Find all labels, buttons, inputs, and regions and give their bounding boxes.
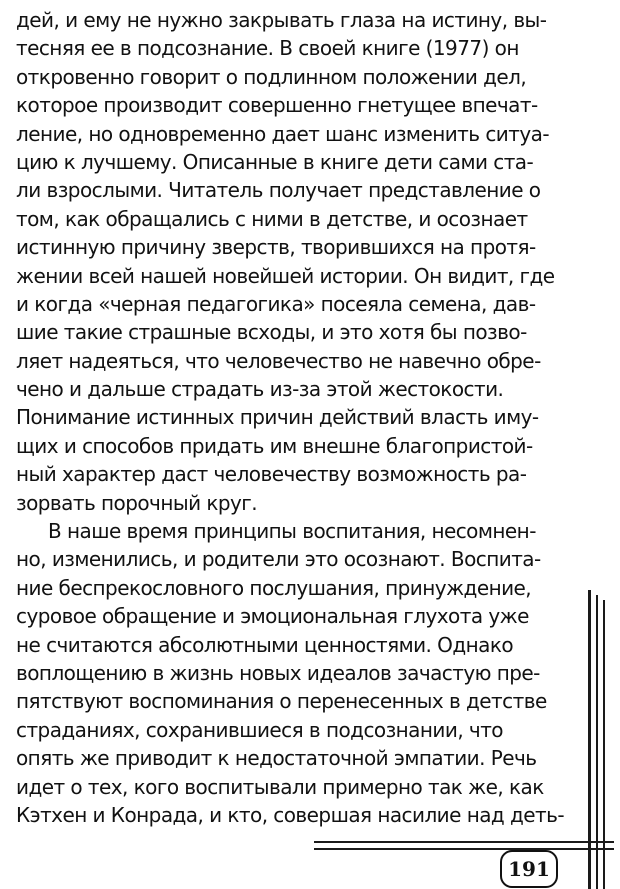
text-line: зорвать порочный круг. xyxy=(16,490,258,515)
text-line: дей, и ему не нужно закрывать глаза на истину, вы- xyxy=(16,8,547,32)
text-line: но, изменились, и родители это осознают. Воспита- xyxy=(16,547,541,572)
text-line: суровое обращение и эмоциональная глухота уже xyxy=(16,604,529,629)
footer-rule-top xyxy=(314,841,614,843)
text-line: ление, но одновременно дает шанс изменить ситуа- xyxy=(16,121,549,146)
text-line: том, как обращались с ними в детстве, и осознает xyxy=(16,206,528,231)
text-line: цию к лучшему. Описанные в книге дети сами ста- xyxy=(16,149,534,174)
text-line: не считаются абсолютными ценностями. Однако xyxy=(16,632,514,657)
footer-rule-bottom xyxy=(314,848,614,850)
text-line: опять же приводит к недостаточной эмпатии. Речь xyxy=(16,746,537,771)
text-line: жении всей нашей новейшей истории. Он видит, где xyxy=(16,263,555,288)
text-line: ли взрослыми. Читатель получает представление о xyxy=(16,178,541,203)
text-line: Кэтхен и Конрада, и кто, совершая насилие над деть- xyxy=(16,802,565,827)
text-line: ный характер даст человечеству возможность ра- xyxy=(16,462,527,487)
margin-rule-inner xyxy=(603,600,605,889)
text-line: чено и дальше страдать из-за этой жестокости. xyxy=(16,377,504,402)
page-number: 191 xyxy=(500,850,558,888)
text-line: шие такие страшные всходы, и это хотя бы позво- xyxy=(16,320,527,345)
margin-rule-outer xyxy=(588,590,591,889)
text-line: и когда «черная педагогика» посеяла семена, дав- xyxy=(16,291,536,316)
text-line: истинную причину зверств, творившихся на протя- xyxy=(16,235,536,260)
text-line: страданиях, сохранившиеся в подсознании, что xyxy=(16,717,503,742)
text-line: воплощению в жизнь новых идеалов зачастую пре- xyxy=(16,660,540,685)
text-line: щих и способов придать им внешне благопристой- xyxy=(16,433,533,458)
body-text xyxy=(16,6,566,829)
text-line: Понимание истинных причин действий власть иму- xyxy=(16,405,539,430)
text-line: ние беспрекословного послушания, принуждение, xyxy=(16,575,532,600)
text-line: В наше время принципы воспитания, несомнен- xyxy=(48,519,536,544)
text-line: которое производит совершенно гнетущее впечат- xyxy=(16,93,538,118)
text-line: идет о тех, кого воспитывали примерно так же, как xyxy=(16,774,544,799)
text-line: ляет надеяться, что человечество не навечно обре- xyxy=(16,348,541,373)
text-line: пятствуют воспоминания о перенесенных в детстве xyxy=(16,689,547,714)
text-line: откровенно говорит о подлинном положении дел, xyxy=(16,64,527,89)
text-line: тесняя ее в подсознание. В своей книге (1977) он xyxy=(16,36,519,61)
margin-rule-middle xyxy=(596,595,598,889)
